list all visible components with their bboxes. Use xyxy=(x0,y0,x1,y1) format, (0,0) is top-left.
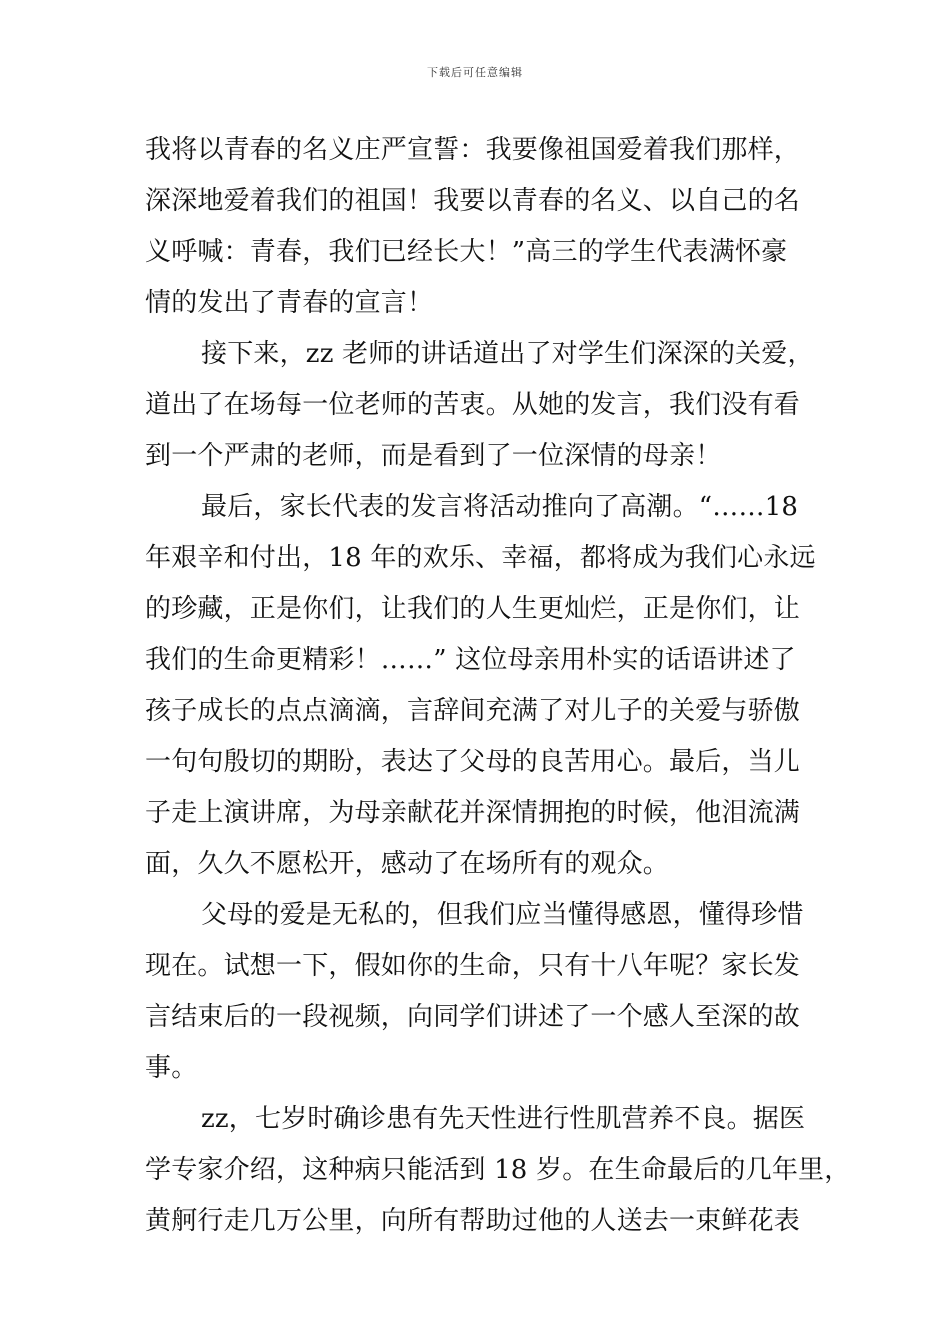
text-line: 义呼喊：青春，我们已经长大！”高三的学生代表满怀豪 xyxy=(145,237,788,267)
text-line: 到一个严肃的老师，而是看到了一位深情的母亲！ xyxy=(145,441,722,471)
document-body xyxy=(145,125,851,1247)
text-line: 年艰辛和付出，18 年的欢乐、幸福，都将成为我们心永远 xyxy=(145,543,816,573)
text-line: 孩子成长的点点滴滴，言辞间充满了对儿子的关爱与骄傲 xyxy=(145,696,801,726)
text-line: 子走上演讲席，为母亲献花并深情拥抱的时候，他泪流满 xyxy=(145,798,801,828)
text-line: 现在。试想一下，假如你的生命，只有十八年呢？家长发 xyxy=(145,951,801,981)
text-line: 道出了在场每一位老师的苦衷。从她的发言，我们没有看 xyxy=(145,390,801,420)
paragraph-first-line: 父母的爱是无私的，但我们应当懂得感恩，懂得珍惜 xyxy=(201,900,804,930)
text-line: 的珍藏，正是你们，让我们的人生更灿烂，正是你们，让 xyxy=(145,594,801,624)
text-line: 面，久久不愿松开，感动了在场所有的观众。 xyxy=(145,849,670,879)
text-line: 我们的生命更精彩！……” 这位母亲用朴实的话语讲述了 xyxy=(145,645,796,675)
text-line: 我将以青春的名义庄严宣誓：我要像祖国爱着我们那样， xyxy=(145,135,801,165)
paragraph-first-line: 接下来，zz 老师的讲话道出了对学生们深深的关爱， xyxy=(201,339,814,369)
text-line: 情的发出了青春的宣言！ xyxy=(145,288,434,318)
text-line: 一句句殷切的期盼，表达了父母的良苦用心。最后，当儿 xyxy=(145,747,801,777)
paragraph-first-line: 最后，家长代表的发言将活动推向了高潮。“……18 xyxy=(201,492,799,522)
text-line: 深深地爱着我们的祖国！我要以青春的名义、以自己的名 xyxy=(145,186,801,216)
text-line: 黄舸行走几万公里，向所有帮助过他的人送去一束鲜花表 xyxy=(145,1206,801,1236)
page-header: 下载后可任意编辑 xyxy=(427,66,523,79)
text-line: 学专家介绍，这种病只能活到 18 岁。在生命最后的几年里， xyxy=(145,1155,851,1185)
text-line: 言结束后的一段视频，向同学们讲述了一个感人至深的故 xyxy=(145,1002,801,1032)
paragraph-first-line: zz，七岁时确诊患有先天性进行性肌营养不良。据医 xyxy=(201,1104,806,1134)
text-line: 事。 xyxy=(145,1053,198,1083)
